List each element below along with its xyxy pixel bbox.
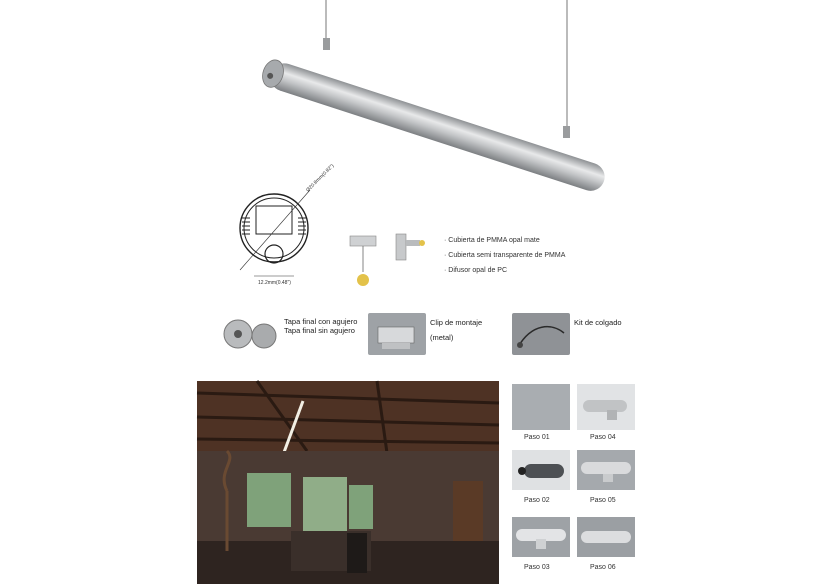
- step-thumb-1: [512, 384, 570, 430]
- cover-options-list: [444, 236, 565, 275]
- hanging-kit-image: [512, 313, 570, 355]
- clip-illustration: [348, 228, 438, 298]
- step-label-4: Paso 04: [590, 434, 616, 441]
- mounting-clip-material: (metal): [430, 333, 454, 342]
- cover-option: · Cubierta de PMMA opal mate: [444, 237, 540, 244]
- step-thumb-4: [577, 384, 635, 430]
- end-cap-with-hole-label: Tapa final con agujero: [284, 317, 358, 326]
- step-label-5: Paso 05: [590, 497, 616, 504]
- end-cap-labels: [284, 317, 357, 335]
- room-installation-photo: [197, 381, 499, 584]
- step-label-2: Paso 02: [524, 497, 550, 504]
- step-label-3: Paso 03: [524, 564, 550, 571]
- step-thumb-3: [512, 517, 570, 557]
- end-cap-image: [220, 314, 280, 354]
- mounting-clip-label: Clip de montaje: [430, 318, 483, 327]
- step-thumb-5: [577, 450, 635, 490]
- step-thumb-2: [512, 450, 570, 490]
- dimension-diameter: Ø20.8mm(0.82"): [305, 163, 336, 194]
- mounting-clip-labels: [430, 318, 482, 342]
- tube-body: [267, 60, 609, 195]
- end-cap-without-hole-label: Tapa final sin agujero: [284, 326, 355, 335]
- dimension-width: 12.2mm(0.48"): [258, 280, 291, 286]
- step-label-1: Paso 01: [524, 434, 550, 441]
- cover-option: · Cubierta semi transparente de PMMA: [444, 252, 566, 259]
- cross-section-diagram: [220, 163, 340, 290]
- product-hero: [240, 0, 600, 170]
- step-label-6: Paso 06: [590, 564, 616, 571]
- cover-option: · Difusor opal de PC: [444, 267, 508, 274]
- hanging-kit-label: Kit de colgado: [574, 318, 622, 327]
- mounting-clip-image: [368, 313, 426, 355]
- step-thumb-6: [577, 517, 635, 557]
